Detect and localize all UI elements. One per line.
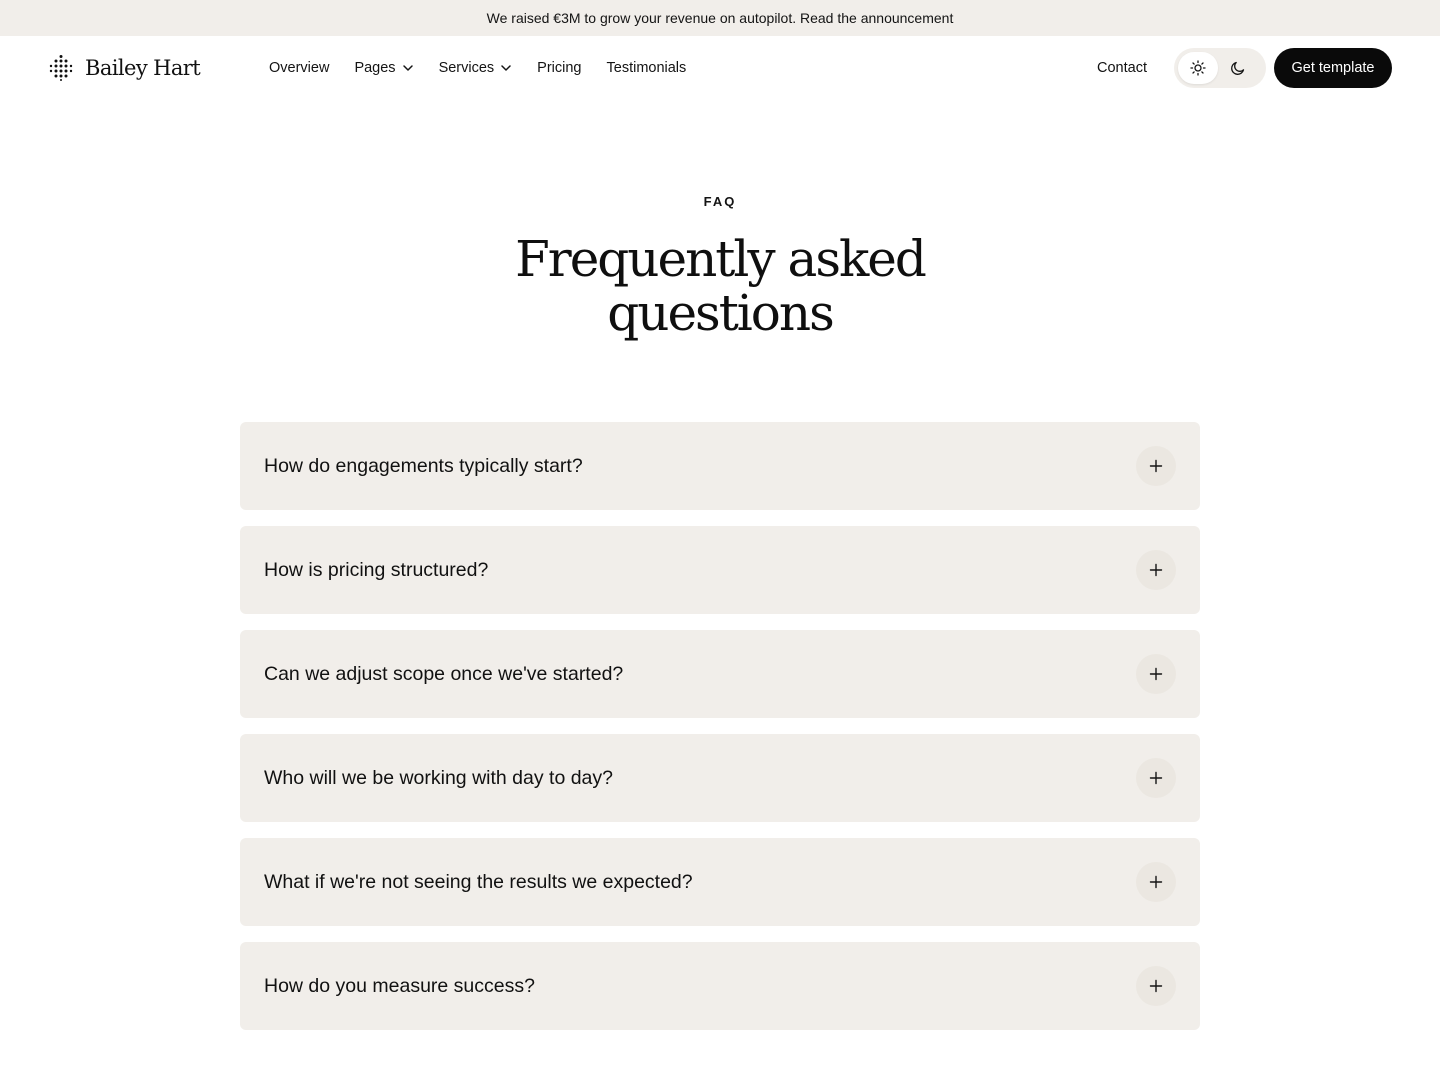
nav-item-label: Testimonials bbox=[606, 60, 687, 76]
expand-button[interactable] bbox=[1136, 446, 1176, 486]
plus-icon bbox=[1149, 979, 1163, 993]
moon-icon bbox=[1230, 60, 1246, 76]
brand-name: Bailey Hart bbox=[85, 56, 201, 80]
nav-item-label: Overview bbox=[269, 60, 330, 76]
expand-button[interactable] bbox=[1136, 758, 1176, 798]
contact-label: Contact bbox=[1097, 60, 1147, 76]
faq-item[interactable] bbox=[240, 526, 1200, 614]
nav-item-label: Pricing bbox=[537, 60, 582, 76]
plus-icon bbox=[1149, 563, 1163, 577]
cta-label: Get template bbox=[1291, 60, 1375, 76]
dark-mode-button[interactable] bbox=[1218, 52, 1258, 84]
plus-icon bbox=[1149, 667, 1163, 681]
title-line-1: Frequently asked bbox=[515, 230, 925, 288]
nav-item-label: Pages bbox=[354, 60, 396, 76]
chevron-down-icon bbox=[402, 62, 414, 74]
chevron-down-icon bbox=[500, 62, 512, 74]
page-title bbox=[420, 232, 1020, 340]
faq-item[interactable] bbox=[240, 630, 1200, 718]
faq-question: How do you measure success? bbox=[264, 974, 535, 997]
expand-button[interactable] bbox=[1136, 966, 1176, 1006]
nav-item-label: Services bbox=[438, 60, 495, 76]
announcement-text: We raised €3M to grow your revenue on autopilot. Read the announcement bbox=[486, 10, 954, 26]
sun-icon bbox=[1190, 60, 1206, 76]
faq-item[interactable] bbox=[240, 734, 1200, 822]
top-navigation bbox=[0, 36, 1440, 100]
nav-item-pricing[interactable] bbox=[537, 60, 581, 76]
nav-item-overview[interactable] bbox=[269, 60, 329, 76]
get-template-button[interactable] bbox=[1274, 48, 1392, 88]
faq-question: How is pricing structured? bbox=[264, 558, 489, 581]
nav-item-testimonials[interactable] bbox=[607, 60, 687, 76]
contact-link[interactable] bbox=[1097, 36, 1147, 100]
light-mode-button[interactable] bbox=[1178, 52, 1218, 84]
announcement-bar[interactable] bbox=[0, 0, 1440, 36]
plus-icon bbox=[1149, 771, 1163, 785]
dot-grid-logo-icon bbox=[48, 55, 74, 81]
expand-button[interactable] bbox=[1136, 862, 1176, 902]
faq-list bbox=[240, 422, 1200, 1046]
main-menu bbox=[269, 36, 711, 100]
faq-item[interactable] bbox=[240, 942, 1200, 1030]
expand-button[interactable] bbox=[1136, 654, 1176, 694]
expand-button[interactable] bbox=[1136, 550, 1176, 590]
plus-icon bbox=[1149, 875, 1163, 889]
nav-item-services[interactable] bbox=[439, 60, 513, 76]
nav-item-pages[interactable] bbox=[354, 60, 413, 76]
faq-question: Who will we be working with day to day? bbox=[264, 766, 613, 789]
faq-item[interactable] bbox=[240, 422, 1200, 510]
faq-question: Can we adjust scope once we've started? bbox=[264, 662, 624, 685]
brand-logo[interactable] bbox=[48, 55, 200, 81]
faq-item[interactable] bbox=[240, 838, 1200, 926]
faq-question: What if we're not seeing the results we expected? bbox=[264, 870, 693, 893]
theme-toggle bbox=[1174, 48, 1266, 88]
faq-question: How do engagements typically start? bbox=[264, 454, 583, 477]
section-eyebrow: FAQ bbox=[703, 194, 737, 209]
plus-icon bbox=[1149, 459, 1163, 473]
title-line-2: questions bbox=[607, 284, 833, 342]
